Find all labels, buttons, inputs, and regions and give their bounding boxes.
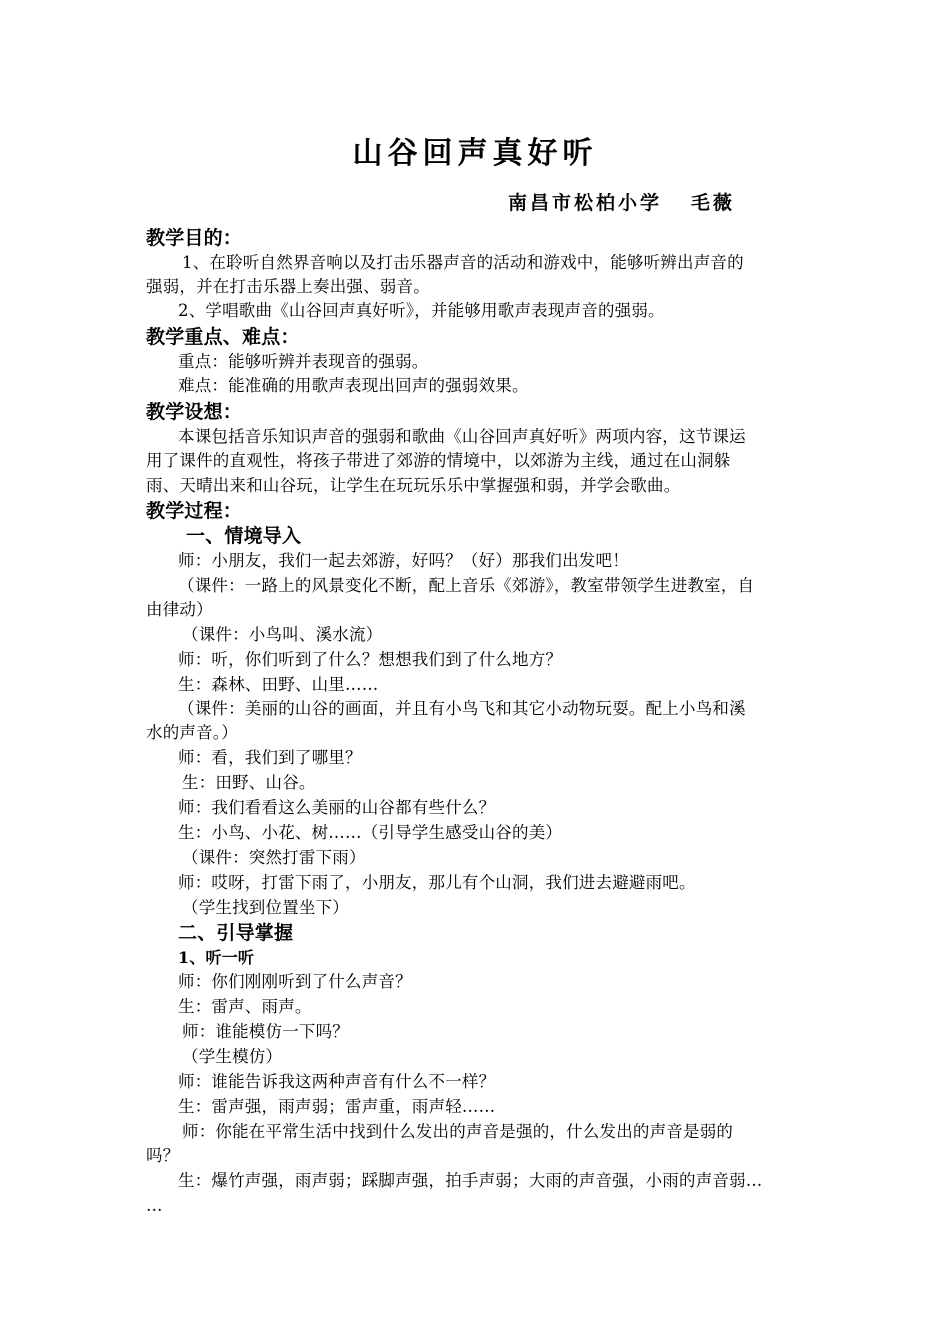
text-line: 生：雷声强，雨声弱；雷声重，雨声轻…… [178,1097,496,1116]
text-line: 1、在聆听自然界音响以及打击乐器声音的活动和游戏中，能够听辨出声音的 [182,253,744,272]
section-heading: 教学重点、难点： [146,326,300,348]
text-line: （学生模仿） [182,1047,283,1066]
text-line: 师：小朋友，我们一起去郊游，好吗？（好）那我们出发吧！ [178,551,629,570]
text-line: 吗？ [146,1146,180,1165]
text-line: 师：听，你们听到了什么？想想我们到了什么地方？ [178,650,563,669]
text-line: 生：森林、田野、山里…… [178,675,379,694]
text-line: 用了课件的直观性，将孩子带进了郊游的情境中，以郊游为主线，通过在山洞躲 [146,451,731,470]
text-line: 师：你能在平常生活中找到什么发出的声音是强的，什么发出的声音是弱的 [182,1122,734,1141]
text-line: （学生找到位置坐下） [182,898,349,917]
text-line: （课件：突然打雷下雨） [182,848,366,867]
section-heading: 教学设想： [146,401,243,423]
text-line: … [146,1196,163,1215]
text-line: 强弱，并在打击乐器上奏出强、弱音。 [146,277,430,296]
text-line: 师：哎呀，打雷下雨了，小朋友，那儿有个山洞，我们进去避避雨吧。 [178,873,696,892]
text-line: 由律动） [146,600,213,619]
text-line: 师：看，我们到了哪里？ [178,748,362,767]
section-heading: 教学目的： [146,227,243,249]
text-line: 难点：能准确的用歌声表现出回声的强弱效果。 [178,376,529,395]
subsection-heading: 二、引导掌握 [178,922,294,944]
text-line: （课件：小鸟叫、溪水流） [182,625,383,644]
text-line: （课件：美丽的山谷的画面，并且有小鸟飞和其它小动物玩耍。配上小鸟和溪 [178,699,746,718]
text-line: 重点：能够听辨并表现音的强弱。 [178,352,429,371]
text-line: 本课包括音乐知识声音的强弱和歌曲《山谷回声真好听》两项内容，这节课运 [178,427,746,446]
document-title: 山谷回声真好听 [352,136,598,171]
text-line: 生：小鸟、小花、树……（引导学生感受山谷的美） [178,823,563,842]
text-line: 生：田野、山谷。 [182,773,316,792]
text-line: （课件：一路上的风景变化不断，配上音乐《郊游》，教室带领学生进教室，自 [178,576,755,595]
section-heading: 教学过程： [146,500,243,522]
subsection-heading: 一、情境导入 [186,525,302,547]
text-line: 生：雷声、雨声。 [178,997,312,1016]
text-line: 师：谁能模仿一下吗？ [182,1022,349,1041]
author-line: 南昌市松柏小学 毛薇 [508,192,735,214]
text-line: 2、学唱歌曲《山谷回声真好听》，并能够用歌声表现声音的强弱。 [178,301,665,320]
text-line: 师：你们刚刚听到了什么声音？ [178,972,412,991]
text-line: 生：爆竹声强，雨声弱；踩脚声强，拍手声弱；大雨的声音强，小雨的声音弱… [178,1171,763,1190]
text-line: 雨、天晴出来和山谷玩，让学生在玩玩乐乐中掌握强和弱，并学会歌曲。 [146,476,681,495]
text-line: 水的声音。） [146,723,238,742]
text-line: 师：谁能告诉我这两种声音有什么不一样？ [178,1072,496,1091]
subsection-heading: 1、听一听 [178,948,255,967]
text-line: 师：我们看看这么美丽的山谷都有些什么？ [178,798,496,817]
